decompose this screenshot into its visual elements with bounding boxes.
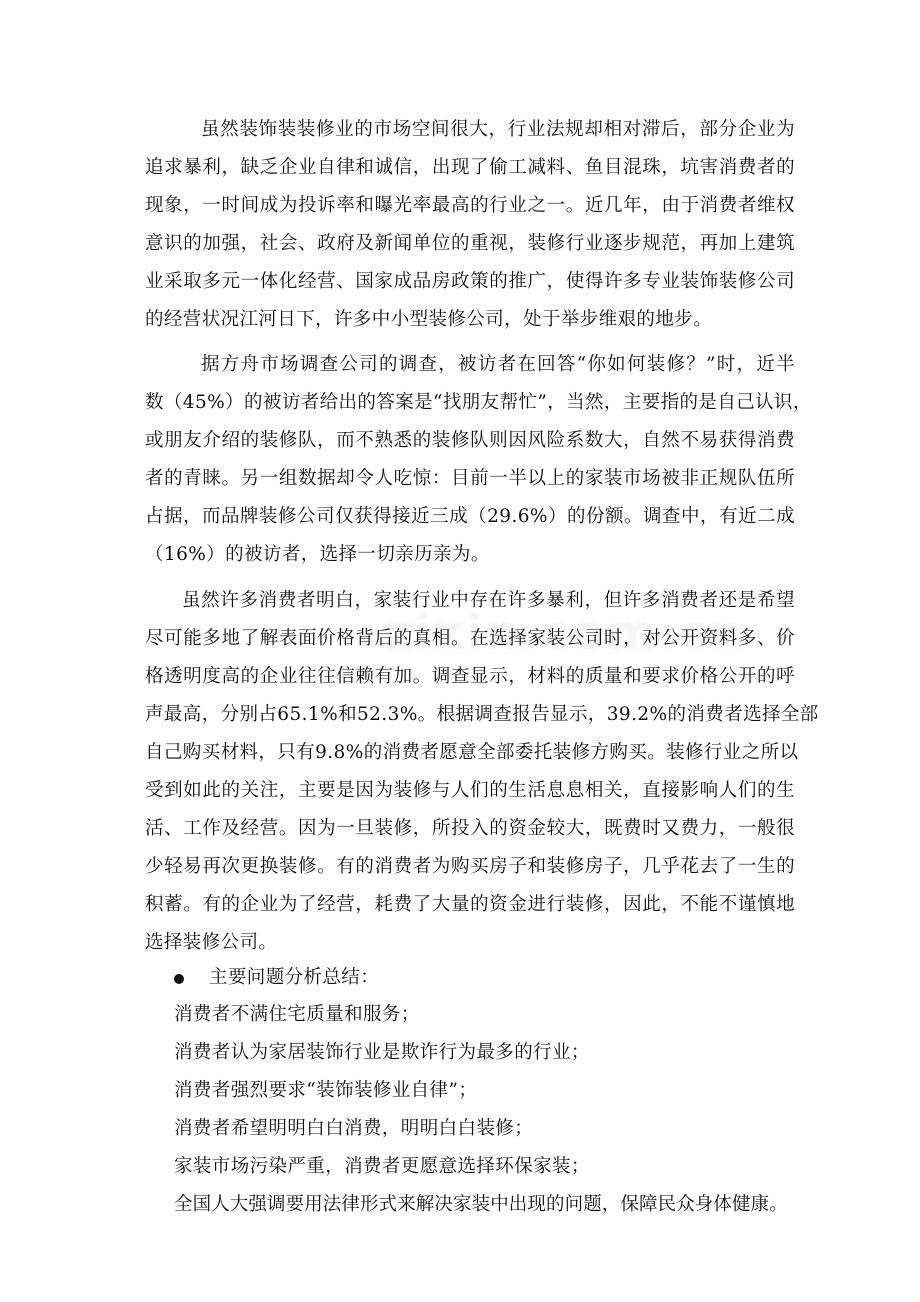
paragraph-line: 追求暴利，缺乏企业自律和诚信，出现了偷工减料、鱼目混珠，坑害消费者的 xyxy=(145,157,795,178)
paragraph-line: 格透明度高的企业往往信赖有加。调查显示，材料的质量和要求价格公开的呼 xyxy=(145,666,795,687)
paragraph-line: 虽然装饰装装修业的市场空间很大，行业法规却相对滞后，部分企业为 xyxy=(201,119,795,140)
summary-item: 消费者希望明明白白消费，明明白白装修； xyxy=(174,1118,534,1139)
summary-item: 消费者不满住宅质量和服务； xyxy=(174,1004,420,1025)
paragraph-line: 现象，一时间成为投诉率和曝光率最高的行业之一。近几年，由于消费者维权 xyxy=(145,195,795,216)
summary-item: 全国人大强调要用法律形式来解决家装中出现的问题，保障民众身体健康。 xyxy=(174,1194,788,1215)
summary-heading: 主要问题分析总结： xyxy=(209,967,380,988)
paragraph-line: 者的青睐。另一组数据却令人吃惊：目前一半以上的家装市场被非正规队伍所 xyxy=(145,468,795,489)
bullet-dot-icon xyxy=(174,974,184,984)
paragraph-line: 自己购买材料，只有9.8%的消费者愿意全部委托装修方购买。装修行业之所以 xyxy=(145,742,799,763)
paragraph-line: 少轻易再次更换装修。有的消费者为购买房子和装修房子，几乎花去了一生的 xyxy=(145,856,795,877)
summary-item: 家装市场污染严重，消费者更愿意选择环保家装； xyxy=(174,1156,590,1177)
paragraph-line: 选择装修公司。 xyxy=(145,932,278,953)
paragraph-line: （16%）的被访者，选择一切亲历亲为。 xyxy=(145,544,490,565)
paragraph-line: 的经营状况江河日下，许多中小型装修公司，处于举步维艰的地步。 xyxy=(145,309,713,330)
paragraph-line: 业采取多元一体化经营、国家成品房政策的推广，使得许多专业装饰装修公司 xyxy=(145,271,795,292)
paragraph-line: 声最高，分别占65.1%和52.3%。根据调查报告显示，39.2%的消费者选择全部 xyxy=(145,704,819,725)
paragraph-line: 数（45%）的被访者给出的答案是“找朋友帮忙”，当然，主要指的是自己认识， xyxy=(145,392,812,413)
paragraph-line: 尽可能多地了解表面价格背后的真相。在选择家装公司时，对公开资料多、价 xyxy=(145,628,795,649)
paragraph-line: 虽然许多消费者明白，家装行业中存在许多暴利，但许多消费者还是希望 xyxy=(182,590,795,611)
summary-item: 消费者认为家居装饰行业是欺诈行为最多的行业； xyxy=(174,1042,590,1063)
paragraph-line: 意识的加强，社会、政府及新闻单位的重视，装修行业逐步规范，再加上建筑 xyxy=(145,233,795,254)
summary-item: 消费者强烈要求“装饰装修业自律”； xyxy=(174,1080,478,1101)
paragraph-line: 占据，而品牌装修公司仅获得接近三成（29.6%）的份额。调查中，有近二成 xyxy=(145,506,795,527)
paragraph-line: 积蓄。有的企业为了经营，耗费了大量的资金进行装修，因此，不能不谨慎地 xyxy=(145,894,795,915)
paragraph-line: 据方舟市场调查公司的调查，被访者在回答“你如何装修？”时，近半 xyxy=(201,354,795,375)
paragraph-line: 活、工作及经营。因为一旦装修，所投入的资金较大，既费时又费力，一般很 xyxy=(145,818,795,839)
paragraph-line: 或朋友介绍的装修队，而不熟悉的装修队则因风险系数大，自然不易获得消费 xyxy=(145,430,795,451)
paragraph-line: 受到如此的关注，主要是因为装修与人们的生活息息相关，直接影响人们的生 xyxy=(145,780,795,801)
